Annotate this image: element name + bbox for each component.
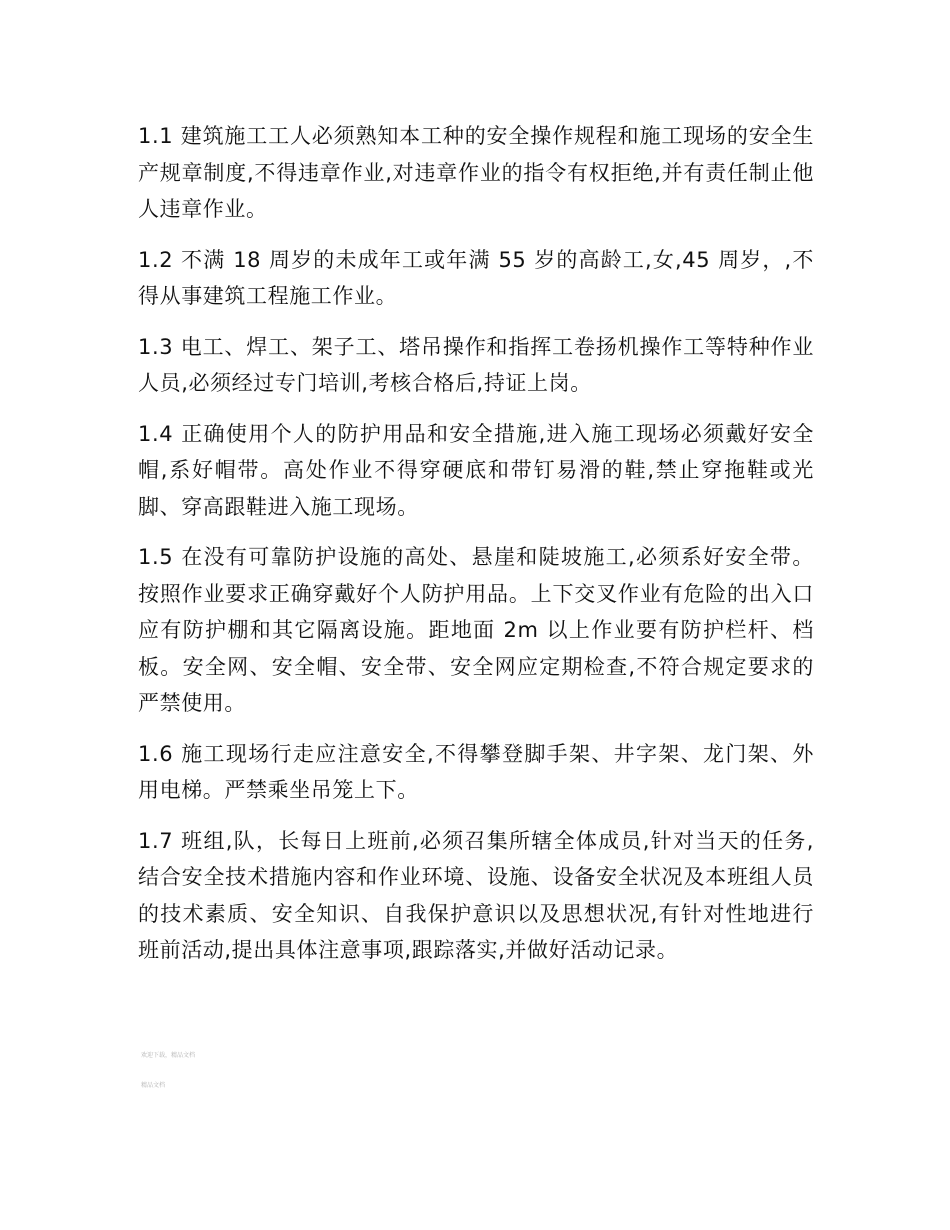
paragraph-1-3: 1.3 电工、焊工、架子工、塔吊操作和指挥工卷扬机操作工等特种作业人员,必须经过专门培训,考核合格后,持证上岗。 xyxy=(138,334,814,395)
paragraph-1-4: 1.4 正确使用个人的防护用品和安全措施,进入施工现场必须戴好安全帽,系好帽带。高处作业不得穿硬底和带钉易滑的鞋,禁止穿拖鞋或光脚、穿高跟鞋进入施工现场。 xyxy=(138,421,814,519)
footer-note-1: 欢迎下载，精品文档 xyxy=(141,1052,196,1059)
paragraph-1-2: 1.2 不满 18 周岁的未成年工或年满 55 岁的高龄工,女,45 周岁，,不得从事建筑工程施工作业。 xyxy=(138,247,814,308)
document-body xyxy=(138,118,814,983)
paragraph-1-1: 1.1 建筑施工工人必须熟知本工种的安全操作规程和施工现场的安全生产规章制度,不得违章作业,对违章作业的指令有权拒绝,并有责任制止他人违章作业。 xyxy=(138,124,814,221)
paragraph-1-5: 1.5 在没有可靠防护设施的高处、悬崖和陡坡施工,必须系好安全带。按照作业要求正确穿戴好个人防护用品。上下交叉作业有危险的出入口应有防护棚和其它隔离设施。距地面 2m 以上作业要有防护栏杆、档板。安全网、安全帽、安全带、安全网应定期检查,不符合规定要求的严禁使用。 xyxy=(138,545,814,715)
paragraph-1-6: 1.6 施工现场行走应注意安全,不得攀登脚手架、井字架、龙门架、外用电梯。严禁乘坐吊笼上下。 xyxy=(138,741,814,802)
paragraph-1-7: 1.7 班组,队，长每日上班前,必须召集所辖全体成员,针对当天的任务,结合安全技术措施内容和作业环境、设施、设备安全状况及本班组人员的技术素质、安全知识、自我保护意识以及思想状况,有针对性地进行班前活动,提出具体注意事项,跟踪落实,并做好活动记录。 xyxy=(138,828,814,962)
footer-note-2: 精品文档 xyxy=(141,1082,166,1089)
